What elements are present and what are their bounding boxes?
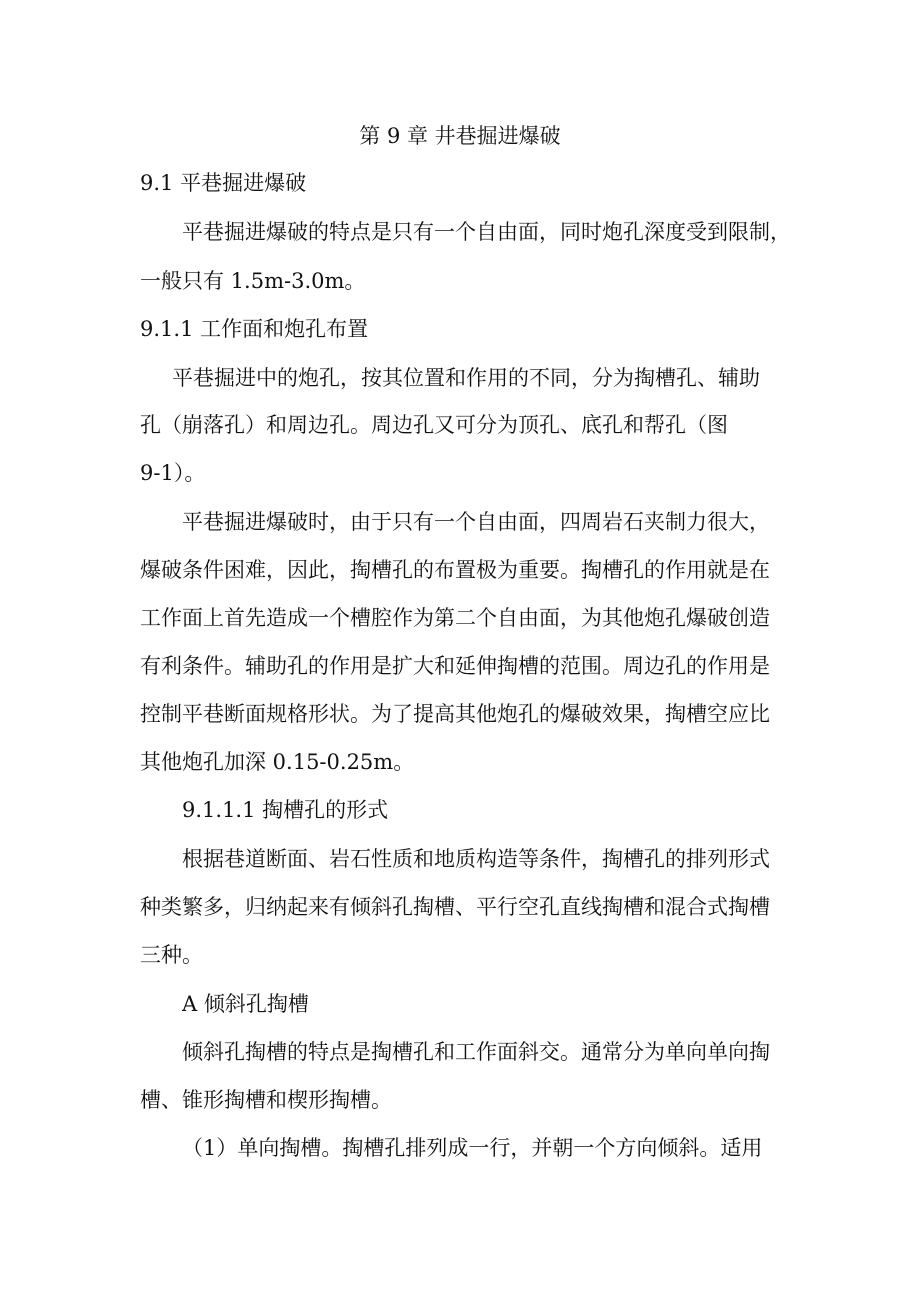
section-heading: 9.1 平巷掘进爆破 [140,171,307,195]
paragraph-line: 控制平巷断面规格形状。为了提高其他炮孔的爆破效果，掏槽空应比 [140,702,770,726]
chapter-title: 第 9 章 井巷掘进爆破 [359,124,561,148]
paragraph-line: 槽、锥形掏槽和楔形掏槽。 [140,1088,392,1112]
paragraph-line: 孔（崩落孔）和周边孔。周边孔又可分为顶孔、底孔和帮孔（图 [140,413,728,437]
paragraph-line: 有利条件。辅助孔的作用是扩大和延伸掏槽的范围。周边孔的作用是 [140,654,770,678]
paragraph-line: 三种。 [140,943,203,967]
paragraph-line: 9-1）。 [140,461,206,485]
paragraph-line: 倾斜孔掏槽的特点是掏槽孔和工作面斜交。通常分为单向单向掏 [182,1040,770,1064]
paragraph-line: 工作面上首先造成一个槽腔作为第二个自由面，为其他炮孔爆破创造 [140,606,770,630]
paragraph-line: 根据巷道断面、岩石性质和地质构造等条件，掏槽孔的排列形式 [182,847,770,871]
paragraph-line: 平巷掘进爆破的特点是只有一个自由面，同时炮孔深度受到限制， [182,220,791,244]
subsubsection-heading: 9.1.1.1 掏槽孔的形式 [182,798,389,822]
subsection-heading: 9.1.1 工作面和炮孔布置 [140,317,369,341]
item-heading: A 倾斜孔掏槽 [182,992,309,1016]
paragraph-line: 一般只有 1.5m-3.0m。 [140,269,366,293]
paragraph-line: 平巷掘进爆破时，由于只有一个自由面，四周岩石夹制力很大， [182,510,770,534]
paragraph-line: 平巷掘进中的炮孔，按其位置和作用的不同，分为掏槽孔、辅助 [172,366,760,390]
paragraph-line: 种类繁多，归纳起来有倾斜孔掏槽、平行空孔直线掏槽和混合式掏槽 [140,895,770,919]
paragraph-line: 其他炮孔加深 0.15-0.25m。 [140,750,415,774]
paragraph-line: 爆破条件困难，因此，掏槽孔的布置极为重要。掏槽孔的作用就是在 [140,558,770,582]
paragraph-line: （1）单向掏槽。掏槽孔排列成一行，并朝一个方向倾斜。适用 [182,1136,763,1160]
